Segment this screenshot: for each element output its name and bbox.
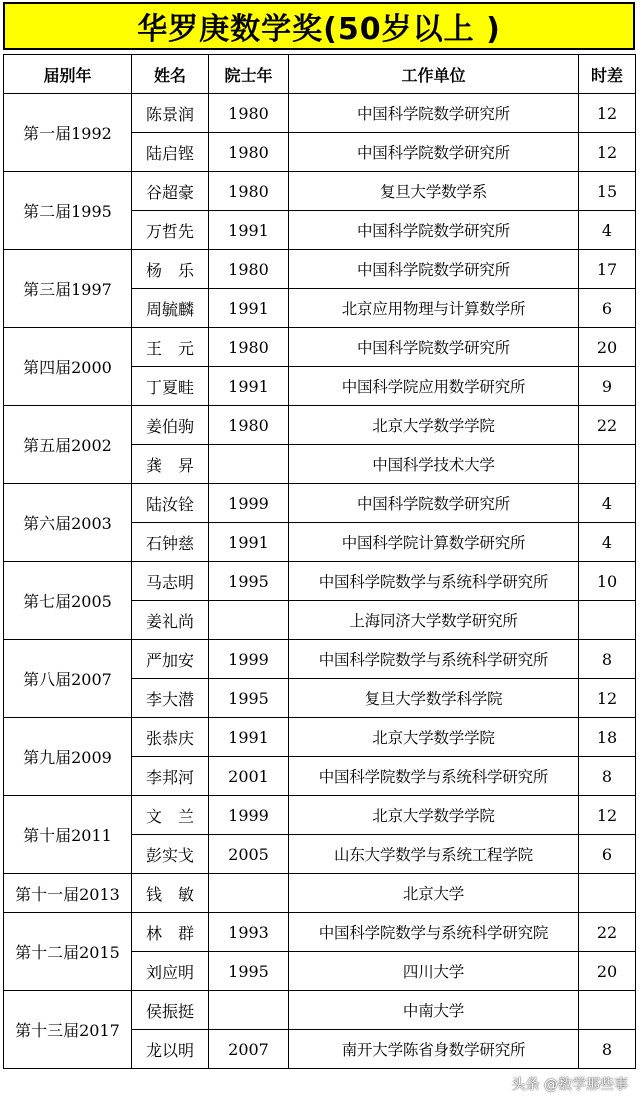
time-diff-cell: 4	[579, 523, 636, 562]
work-unit-cell: 北京大学	[289, 874, 579, 913]
work-unit-cell: 中国科学院数学研究所	[289, 133, 579, 172]
table-row	[4, 172, 636, 211]
academician-year-cell: 1991	[209, 523, 289, 562]
work-unit-cell: 上海同济大学数学研究所	[289, 601, 579, 640]
time-diff-cell: 12	[579, 94, 636, 133]
name-cell: 陆启铿	[132, 133, 209, 172]
table-row	[4, 250, 636, 289]
name-cell: 陆汝铨	[132, 484, 209, 523]
name-cell: 严加安	[132, 640, 209, 679]
name-cell: 陈景润	[132, 94, 209, 133]
award-table	[3, 54, 636, 1069]
work-unit-cell: 中国科学院数学与系统科学研究所	[289, 562, 579, 601]
name-cell: 姜礼尚	[132, 601, 209, 640]
term-cell: 第三届1997	[4, 250, 132, 328]
term-cell: 第十一届2013	[4, 874, 132, 913]
work-unit-cell: 中国科学院数学与系统科学研究院	[289, 913, 579, 952]
term-cell: 第八届2007	[4, 640, 132, 718]
academician-year-cell: 1980	[209, 94, 289, 133]
name-cell: 李大潜	[132, 679, 209, 718]
work-unit-cell: 北京大学数学学院	[289, 718, 579, 757]
table-row	[4, 718, 636, 757]
table-row	[4, 94, 636, 133]
name-cell: 谷超豪	[132, 172, 209, 211]
name-cell: 王 元	[132, 328, 209, 367]
time-diff-cell: 12	[579, 796, 636, 835]
name-cell: 彭实戈	[132, 835, 209, 874]
time-diff-cell: 10	[579, 562, 636, 601]
time-diff-cell: 22	[579, 406, 636, 445]
time-diff-cell: 15	[579, 172, 636, 211]
work-unit-cell: 四川大学	[289, 952, 579, 991]
name-cell: 文 兰	[132, 796, 209, 835]
time-diff-cell: 8	[579, 1030, 636, 1069]
time-diff-cell: 20	[579, 328, 636, 367]
name-cell: 龙以明	[132, 1030, 209, 1069]
work-unit-cell: 中国科学院数学研究所	[289, 328, 579, 367]
name-cell: 李邦河	[132, 757, 209, 796]
watermark: 头条 @数学那些事	[511, 1077, 628, 1093]
term-cell: 第四届2000	[4, 328, 132, 406]
academician-year-cell: 1995	[209, 679, 289, 718]
term-cell: 第二届1995	[4, 172, 132, 250]
time-diff-cell: 4	[579, 484, 636, 523]
academician-year-cell: 1999	[209, 640, 289, 679]
time-diff-cell: 17	[579, 250, 636, 289]
term-cell: 第一届1992	[4, 94, 132, 172]
time-diff-cell: 12	[579, 133, 636, 172]
work-unit-cell: 中国科学院数学与系统科学研究所	[289, 757, 579, 796]
name-cell: 龚 昇	[132, 445, 209, 484]
time-diff-cell: 12	[579, 679, 636, 718]
time-diff-cell: 8	[579, 640, 636, 679]
academician-year-cell: 1995	[209, 952, 289, 991]
time-diff-cell: 20	[579, 952, 636, 991]
work-unit-cell: 北京大学数学学院	[289, 796, 579, 835]
work-unit-cell: 复旦大学数学系	[289, 172, 579, 211]
name-cell: 张恭庆	[132, 718, 209, 757]
header-academician-year: 院士年	[209, 55, 289, 94]
academician-year-cell: 2007	[209, 1030, 289, 1069]
name-cell: 石钟慈	[132, 523, 209, 562]
academician-year-cell: 1980	[209, 328, 289, 367]
academician-year-cell: 1980	[209, 250, 289, 289]
academician-year-cell: 1993	[209, 913, 289, 952]
work-unit-cell: 南开大学陈省身数学研究所	[289, 1030, 579, 1069]
term-cell: 第七届2005	[4, 562, 132, 640]
academician-year-cell: 1995	[209, 562, 289, 601]
academician-year-cell: 1980	[209, 133, 289, 172]
work-unit-cell: 中国科学院数学研究所	[289, 94, 579, 133]
work-unit-cell: 中国科学院数学与系统科学研究所	[289, 640, 579, 679]
work-unit-cell: 中国科学技术大学	[289, 445, 579, 484]
time-diff-cell: 9	[579, 367, 636, 406]
table-title: 华罗庚数学奖(50岁以上 )	[3, 2, 635, 50]
name-cell: 万哲先	[132, 211, 209, 250]
header-work-unit: 工作单位	[289, 55, 579, 94]
header-term: 届别年	[4, 55, 132, 94]
academician-year-cell: 2005	[209, 835, 289, 874]
term-cell: 第十三届2017	[4, 991, 132, 1069]
work-unit-cell: 北京大学数学学院	[289, 406, 579, 445]
name-cell: 丁夏畦	[132, 367, 209, 406]
header-name: 姓名	[132, 55, 209, 94]
table-row	[4, 484, 636, 523]
name-cell: 杨 乐	[132, 250, 209, 289]
academician-year-cell	[209, 991, 289, 1030]
table-row	[4, 406, 636, 445]
name-cell: 刘应明	[132, 952, 209, 991]
table-row	[4, 562, 636, 601]
academician-year-cell: 1991	[209, 289, 289, 328]
name-cell: 周毓麟	[132, 289, 209, 328]
table-row	[4, 640, 636, 679]
name-cell: 马志明	[132, 562, 209, 601]
term-cell: 第六届2003	[4, 484, 132, 562]
table-row	[4, 796, 636, 835]
work-unit-cell: 复旦大学数学科学院	[289, 679, 579, 718]
work-unit-cell: 中南大学	[289, 991, 579, 1030]
time-diff-cell: 4	[579, 211, 636, 250]
work-unit-cell: 中国科学院应用数学研究所	[289, 367, 579, 406]
time-diff-cell: 8	[579, 757, 636, 796]
work-unit-cell: 北京应用物理与计算数学所	[289, 289, 579, 328]
time-diff-cell	[579, 445, 636, 484]
table-row	[4, 874, 636, 913]
academician-year-cell	[209, 445, 289, 484]
academician-year-cell: 1999	[209, 796, 289, 835]
header-time-diff: 时差	[579, 55, 636, 94]
time-diff-cell: 6	[579, 289, 636, 328]
academician-year-cell: 2001	[209, 757, 289, 796]
term-cell: 第十届2011	[4, 796, 132, 874]
time-diff-cell: 6	[579, 835, 636, 874]
term-cell: 第十二届2015	[4, 913, 132, 991]
academician-year-cell	[209, 874, 289, 913]
table-row	[4, 328, 636, 367]
work-unit-cell: 中国科学院数学研究所	[289, 211, 579, 250]
work-unit-cell: 中国科学院数学研究所	[289, 484, 579, 523]
work-unit-cell: 山东大学数学与系统工程学院	[289, 835, 579, 874]
academician-year-cell: 1991	[209, 718, 289, 757]
academician-year-cell: 1991	[209, 211, 289, 250]
academician-year-cell: 1980	[209, 406, 289, 445]
academician-year-cell: 1980	[209, 172, 289, 211]
name-cell: 侯振挺	[132, 991, 209, 1030]
term-cell: 第五届2002	[4, 406, 132, 484]
academician-year-cell	[209, 601, 289, 640]
table-body	[4, 94, 636, 1069]
term-cell: 第九届2009	[4, 718, 132, 796]
time-diff-cell: 18	[579, 718, 636, 757]
name-cell: 林 群	[132, 913, 209, 952]
time-diff-cell	[579, 991, 636, 1030]
table-row	[4, 913, 636, 952]
academician-year-cell: 1999	[209, 484, 289, 523]
name-cell: 钱 敏	[132, 874, 209, 913]
name-cell: 姜伯驹	[132, 406, 209, 445]
work-unit-cell: 中国科学院计算数学研究所	[289, 523, 579, 562]
work-unit-cell: 中国科学院数学研究所	[289, 250, 579, 289]
time-diff-cell: 22	[579, 913, 636, 952]
time-diff-cell	[579, 601, 636, 640]
academician-year-cell: 1991	[209, 367, 289, 406]
table-row	[4, 991, 636, 1030]
time-diff-cell	[579, 874, 636, 913]
header-row	[4, 55, 636, 94]
